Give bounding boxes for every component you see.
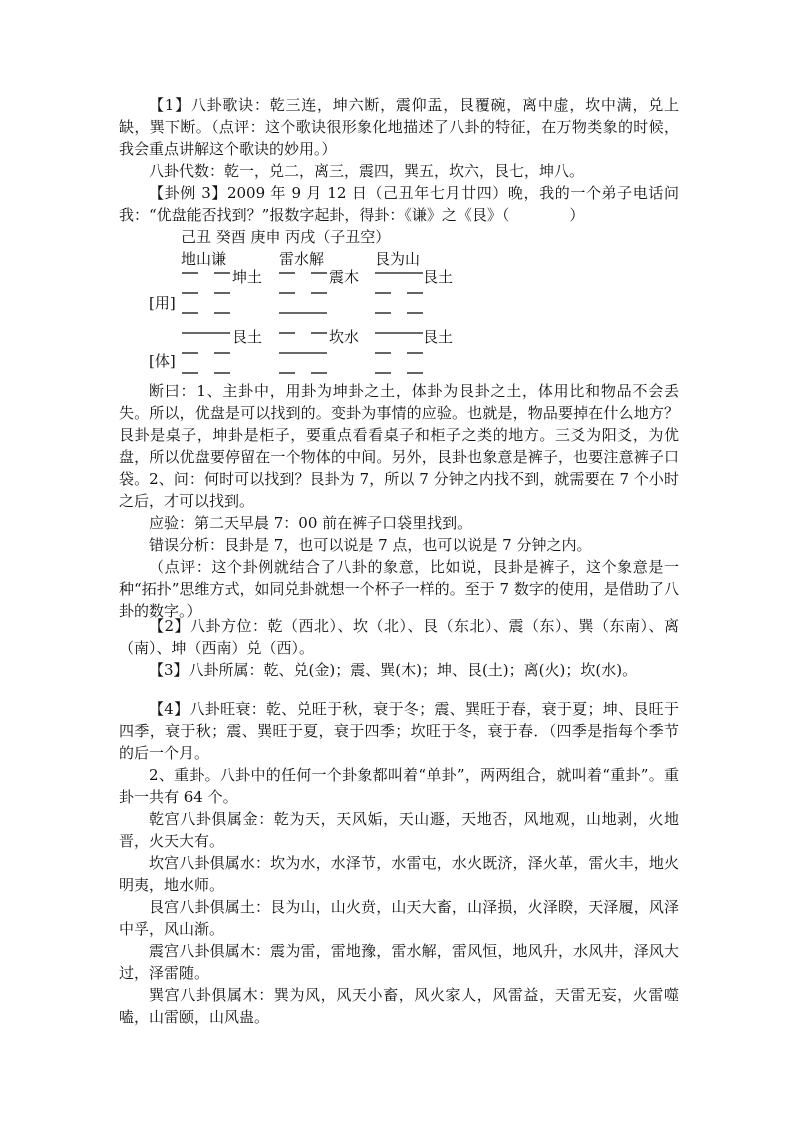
paragraph-verification: 应验：第二天早晨 7：00 前在裤子口袋里找到。 [149, 514, 473, 532]
paragraph-bagua-element: 【3】八卦所属：乾、兑(金)；震、巽(木)；坤、艮(土)；离(火)；坎(水)。 [149, 661, 638, 679]
hexagram-lines [0, 0, 793, 400]
label-gen-tu-left: 艮土 [232, 328, 263, 346]
paragraph-bagua-season: 【4】八卦旺衰：乾、兑旺于秋，衰于冬；震、巽旺于春，衰于夏；坤、艮旺于四季，衰于秋；震、巽旺于夏，衰于四季；坎旺于冬，衰于春．（四季是指每个季节的后一个月。 [119, 700, 679, 762]
paragraph-double-hexagram: 2、重卦。八卦中的任何一个卦象都叫着“单卦”，两两组合，就叫着“重卦”。重卦一共有 64 个。 [119, 766, 679, 806]
hexagram-title-qian: 地山谦 [181, 250, 227, 268]
paragraph-error-analysis: 错误分析：艮卦是 7，也可以说是 7 点，也可以说是 7 分钟之内。 [149, 536, 592, 554]
paragraph-comment: （点评：这个卦例就结合了八卦的象意，比如说，艮卦是裤子，这个象意是一种“拓扑”思维方式，如同兑卦就想一个杯子一样的。至于 7 数字的使用，是借助了八卦的数字。） [119, 558, 679, 620]
paragraph-bagua-numbers: 八卦代数：乾一，兑二，离三，震四，巽五，坎六，艮七，坤八。 [149, 162, 585, 180]
paragraph-case-3: 【卦例 3】2009 年 9 月 12 日（己丑年七月廿四）晚，我的一个弟子电话问我：“优盘能否找到？”报数字起卦，得卦：《谦》之《艮》（ ） [119, 184, 679, 224]
paragraph-qian-palace: 乾宫八卦俱属金：乾为天，天风姤，天山遯，天地否，风地观，山地剥，火地晋，火天大有。 [119, 810, 679, 850]
paragraph-bagua-direction: 【2】八卦方位：乾（西北）、坎（北）、艮（东北）、震（东）、巽（东南）、离（南）、坤（西南）兑（西）。 [119, 617, 679, 657]
paragraph-kan-palace: 坎宫八卦俱属水：坎为水，水泽节，水雷屯，水火既济，泽火革，雷火丰，地火明夷，地水师。 [119, 854, 679, 894]
ganzhi-line: 己丑 癸酉 庚申 丙戌（子丑空） [181, 228, 391, 246]
hexagram-title-jie: 雷水解 [279, 250, 325, 268]
marker-yong: [用] [149, 294, 176, 312]
paragraph-zhen-palace: 震宫八卦俱属木：震为雷，雷地豫，雷水解，雷风恒，地风升，水风井，泽风大过，泽雷随。 [119, 942, 679, 982]
hexagram-title-gen: 艮为山 [375, 250, 421, 268]
label-zhen-mu: 震木 [329, 268, 360, 286]
marker-ti: [体] [149, 352, 176, 370]
paragraph-bagua-song: 【1】八卦歌诀：乾三连，坤六断，震仰盂，艮覆碗，离中虚，坎中满，兑上缺，巽下断。（点评：这个歌诀很形象化地描述了八卦的特征，在万物类象的时候，我会重点讲解这个歌诀的妙用。） [119, 96, 679, 158]
label-gen-tu-bottom: 艮土 [423, 328, 454, 346]
paragraph-xun-palace: 巽宫八卦俱属木：巽为风，风天小畜，风火家人，风雷益，天雷无妄，火雷噬嗑，山雷颐，山风蛊。 [119, 986, 679, 1026]
label-kan-shui: 坎水 [329, 328, 360, 346]
label-gen-tu-top: 艮土 [423, 268, 454, 286]
paragraph-gen-palace: 艮宫八卦俱属土：艮为山，山火贲，山天大畜，山泽损，火泽睽，天泽履，风泽中孚，风山渐。 [119, 898, 679, 938]
paragraph-judgement: 断曰：1、主卦中，用卦为坤卦之土，体卦为艮卦之土，体用比和物品不会丢失。所以，优盘是可以找到的。变卦为事情的应验。也就是，物品要掉在什么地方？艮卦是桌子，坤卦是柜子，要重点看看桌子和柜子之类的地方。三爻为阳爻，为优盘，所以优盘要停留在一个物体的中间。另外，艮卦也象意是裤子，也要注意裤子口袋。2、问：何时可以找到？艮卦为 7，所以 7 分钟之内找不到，就需要在 7 个小时之后，才可以找到。 [119, 382, 679, 510]
label-kun-tu: 坤土 [232, 268, 263, 286]
